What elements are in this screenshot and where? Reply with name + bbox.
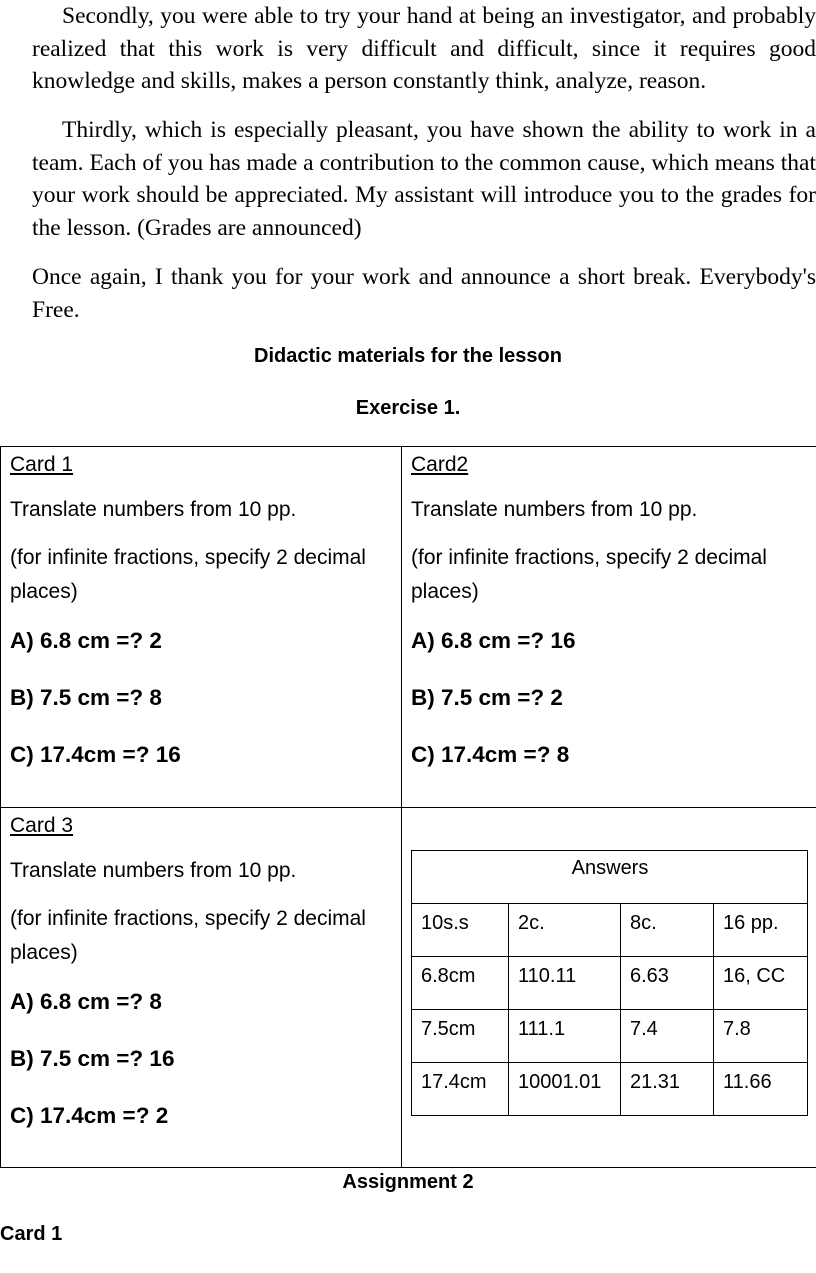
answers-header-cell: 16 pp. <box>714 903 808 956</box>
cards-table <box>0 446 816 1168</box>
card-note: (for infinite fractions, specify 2 decimal places) <box>411 546 767 603</box>
card-task-b: B) 7.5 cm =? 16 <box>10 1045 175 1071</box>
answers-header-row <box>412 903 808 956</box>
answers-cell-value: 110.11 <box>509 956 621 1009</box>
paragraph-closing: Once again, I thank you for your work and announce a short break. Everybody's Free. <box>32 264 816 323</box>
answers-cell-value: 16, CC <box>714 956 808 1009</box>
answers-cell-value: 11.66 <box>714 1062 808 1115</box>
card-instruction: Translate numbers from 10 pp. <box>411 498 698 521</box>
section-title: Didactic materials for the lesson <box>254 345 562 367</box>
card-task-c: C) 17.4cm =? 2 <box>10 1102 169 1128</box>
answers-cell-value: 111.1 <box>509 1009 621 1062</box>
table-row <box>412 1009 808 1062</box>
assignment-title: Assignment 2 <box>342 1171 474 1193</box>
answers-title: Answers <box>412 850 808 903</box>
card-task-b: B) 7.5 cm =? 8 <box>10 685 162 710</box>
next-card-title: Card 1 <box>0 1223 63 1245</box>
card-task-c: C) 17.4cm =? 8 <box>411 742 570 767</box>
card-2 <box>402 447 816 808</box>
answers-header-cell: 2c. <box>509 903 621 956</box>
paragraph-thirdly: Thirdly, which is especially pleasant, you have shown the ability to work in a team. Each of you has made a contribution to the common cause, which means that your work should be appreciated. My assistant will introduce you to the grades for the lesson. (Grades are announced) <box>32 117 816 241</box>
card-title: Card 1 <box>10 453 74 476</box>
card-note: (for infinite fractions, specify 2 decimal places) <box>10 906 366 964</box>
card-task-a: A) 6.8 cm =? 2 <box>10 628 162 653</box>
card-3 <box>1 807 402 1168</box>
card-title: Card 3 <box>10 813 74 837</box>
card-task-b: B) 7.5 cm =? 2 <box>411 685 563 710</box>
answers-cell-value: 7.4 <box>621 1009 714 1062</box>
answers-header-cell: 8c. <box>621 903 714 956</box>
answers-cell <box>402 807 816 1168</box>
answers-cell-value: 7.5cm <box>412 1009 509 1062</box>
card-note: (for infinite fractions, specify 2 decimal places) <box>10 546 366 603</box>
card-instruction: Translate numbers from 10 pp. <box>10 498 297 521</box>
exercise-title: Exercise 1. <box>355 397 461 419</box>
answers-cell-value: 6.63 <box>621 956 714 1009</box>
answers-table <box>411 850 808 1116</box>
card-task-a: A) 6.8 cm =? 16 <box>411 628 576 653</box>
answers-cell-value: 21.31 <box>621 1062 714 1115</box>
card-task-a: A) 6.8 cm =? 8 <box>10 988 162 1014</box>
card-task-c: C) 17.4cm =? 16 <box>10 742 181 767</box>
answers-cell-value: 17.4cm <box>412 1062 509 1115</box>
answers-cell-value: 7.8 <box>714 1009 808 1062</box>
table-row <box>412 956 808 1009</box>
answers-header-cell: 10s.s <box>412 903 509 956</box>
answers-cell-value: 10001.01 <box>509 1062 621 1115</box>
card-instruction: Translate numbers from 10 pp. <box>10 858 297 882</box>
paragraph-secondly: Secondly, you were able to try your hand at being an investigator, and probably realized that this work is very difficult and difficult, since it requires good knowledge and skills, makes a person constantly think, analyze, reason. <box>32 3 816 94</box>
answers-cell-value: 6.8cm <box>412 956 509 1009</box>
table-row <box>412 1062 808 1115</box>
card-1 <box>1 447 402 808</box>
card-title: Card2 <box>411 453 469 476</box>
